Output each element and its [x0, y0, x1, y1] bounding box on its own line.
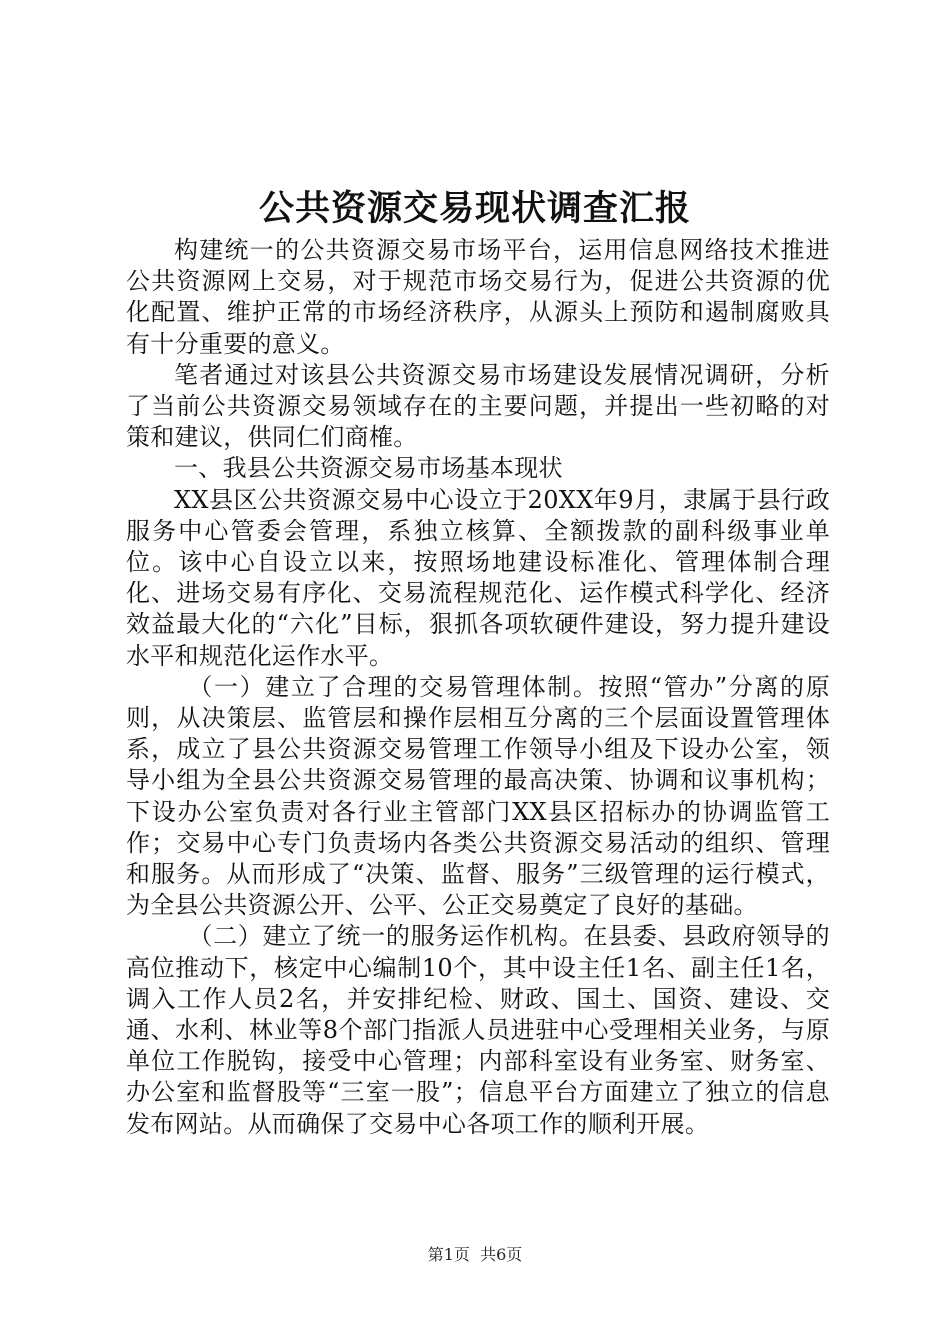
document-body — [126, 235, 830, 1140]
paragraph-management-system: （一）建立了合理的交易管理体制。按照“管办”分离的原则，从决策层、监管层和操作层相互分离的三个层面设置管理体系，成立了县公共资源交易管理工作领导小组及下设办公室，领导小组为全县公共资源交易管理的最高决策、协调和议事机构；下设办公室负责对各行业主管部门XX县区招标办的协调监管工作；交易中心专门负责场内各类公共资源交易活动的组织、管理和服务。从而形成了“决策、监督、服务”三级管理的运行模式，为全县公共资源公开、公平、公正交易奠定了良好的基础。 — [126, 672, 830, 920]
page-number-footer: 第1页 共6页 — [427, 1245, 523, 1264]
section-heading-1: 一、我县公共资源交易市场基本现状 — [174, 454, 563, 483]
paragraph-center-overview: XX县区公共资源交易中心设立于20XX年9月，隶属于县行政服务中心管委会管理，系独立核算、全额拨款的副科级事业单位。该中心自设立以来，按照场地建设标准化、管理体制合理化、进场交易有序化、交易流程规范化、运作模式科学化、经济效益最大化的“六化”目标，狠抓各项软硬件建设，努力提升建设水平和规范化运作水平。 — [126, 485, 830, 670]
paragraph-service-organization: （二）建立了统一的服务运作机构。在县委、县政府领导的高位推动下，核定中心编制10个，其中设主任1名、副主任1名，调入工作人员2名，并安排纪检、财政、国土、国资、建设、交通、水利、林业等8个部门指派人员进驻中心受理相关业务，与原单位工作脱钩，接受中心管理；内部科室设有业务室、财务室、办公室和监督股等“三室一股”；信息平台方面建立了独立的信息发布网站。从而确保了交易中心各项工作的顺利开展。 — [126, 922, 830, 1138]
paragraph-intro: 构建统一的公共资源交易市场平台，运用信息网络技术推进公共资源网上交易，对于规范市场交易行为，促进公共资源的优化配置、维护正常的市场经济秩序，从源头上预防和遏制腐败具有十分重要的意义。 — [126, 236, 830, 358]
document-title: 公共资源交易现状调查汇报 — [258, 189, 691, 229]
paragraph-purpose: 笔者通过对该县公共资源交易市场建设发展情况调研，分析了当前公共资源交易领域存在的主要问题，并提出一些初略的对策和建议，供同仁们商榷。 — [126, 360, 830, 452]
